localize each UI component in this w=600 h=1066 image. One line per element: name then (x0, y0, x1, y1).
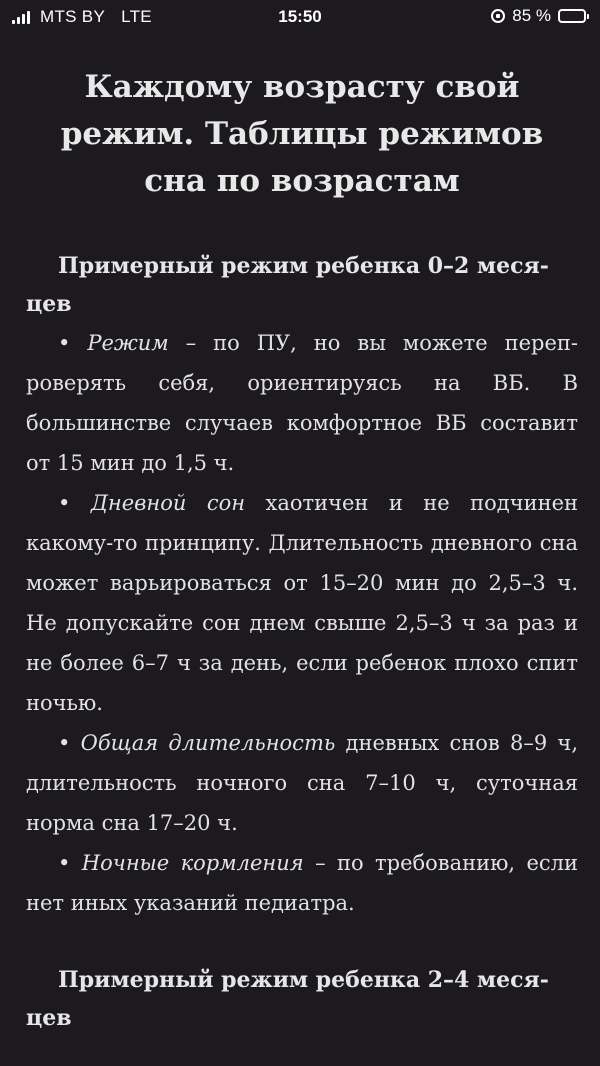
item-text: – по ПУ, но вы можете перепроверять себя, ориентируясь на ВБ. В большинстве случаев комфортное ВБ составит от 15 мин до 1,5 ч. (26, 331, 578, 475)
item-text: – по требованию, если нет иных указаний педиатра. (26, 851, 578, 915)
bullet: • (58, 731, 71, 755)
item-text: дневных снов 8–9 ч, длительность ночного сна 7–10 ч, суточная норма сна 17–20 ч. (26, 731, 578, 835)
list-item (26, 843, 578, 923)
bullet: • (58, 331, 71, 355)
article-title: Каждому возрасту свой режим. Таблицы режимов сна по возрастам (60, 69, 544, 199)
network-type: LTE (121, 7, 152, 26)
term: Дневной сон (90, 491, 246, 515)
section-heading: Примерный режим ребенка 0–2 месяцев (26, 253, 549, 317)
term: Общая длительность (80, 731, 336, 755)
term: Режим (87, 331, 169, 355)
term: Ночные кормления (81, 851, 304, 875)
bullet: • (58, 491, 71, 515)
status-bar (0, 0, 600, 34)
carrier-name: MTS BY (40, 7, 106, 26)
article-content[interactable] (26, 64, 578, 1037)
status-right (491, 6, 586, 26)
item-text: хаотичен и не подчинен какому-то принципу. Длительность дневного сна может варьироваться от 15–20 мин до 2,5–3 ч. Не допускайте сон днем свыше 2,5–3 ч за раз и не более 6–7 ч за день, если ребенок плохо спит ночью. (26, 491, 579, 715)
list-item (26, 323, 578, 483)
orientation-lock-icon (491, 9, 505, 23)
section-heading: Примерный режим ребенка 2–4 месяцев (26, 967, 549, 1031)
clock: 15:50 (278, 7, 322, 26)
bullet: • (58, 851, 71, 875)
list-item (26, 723, 578, 843)
list-item (26, 483, 578, 723)
battery-icon (558, 9, 586, 23)
battery-percent: 85 % (512, 6, 551, 25)
